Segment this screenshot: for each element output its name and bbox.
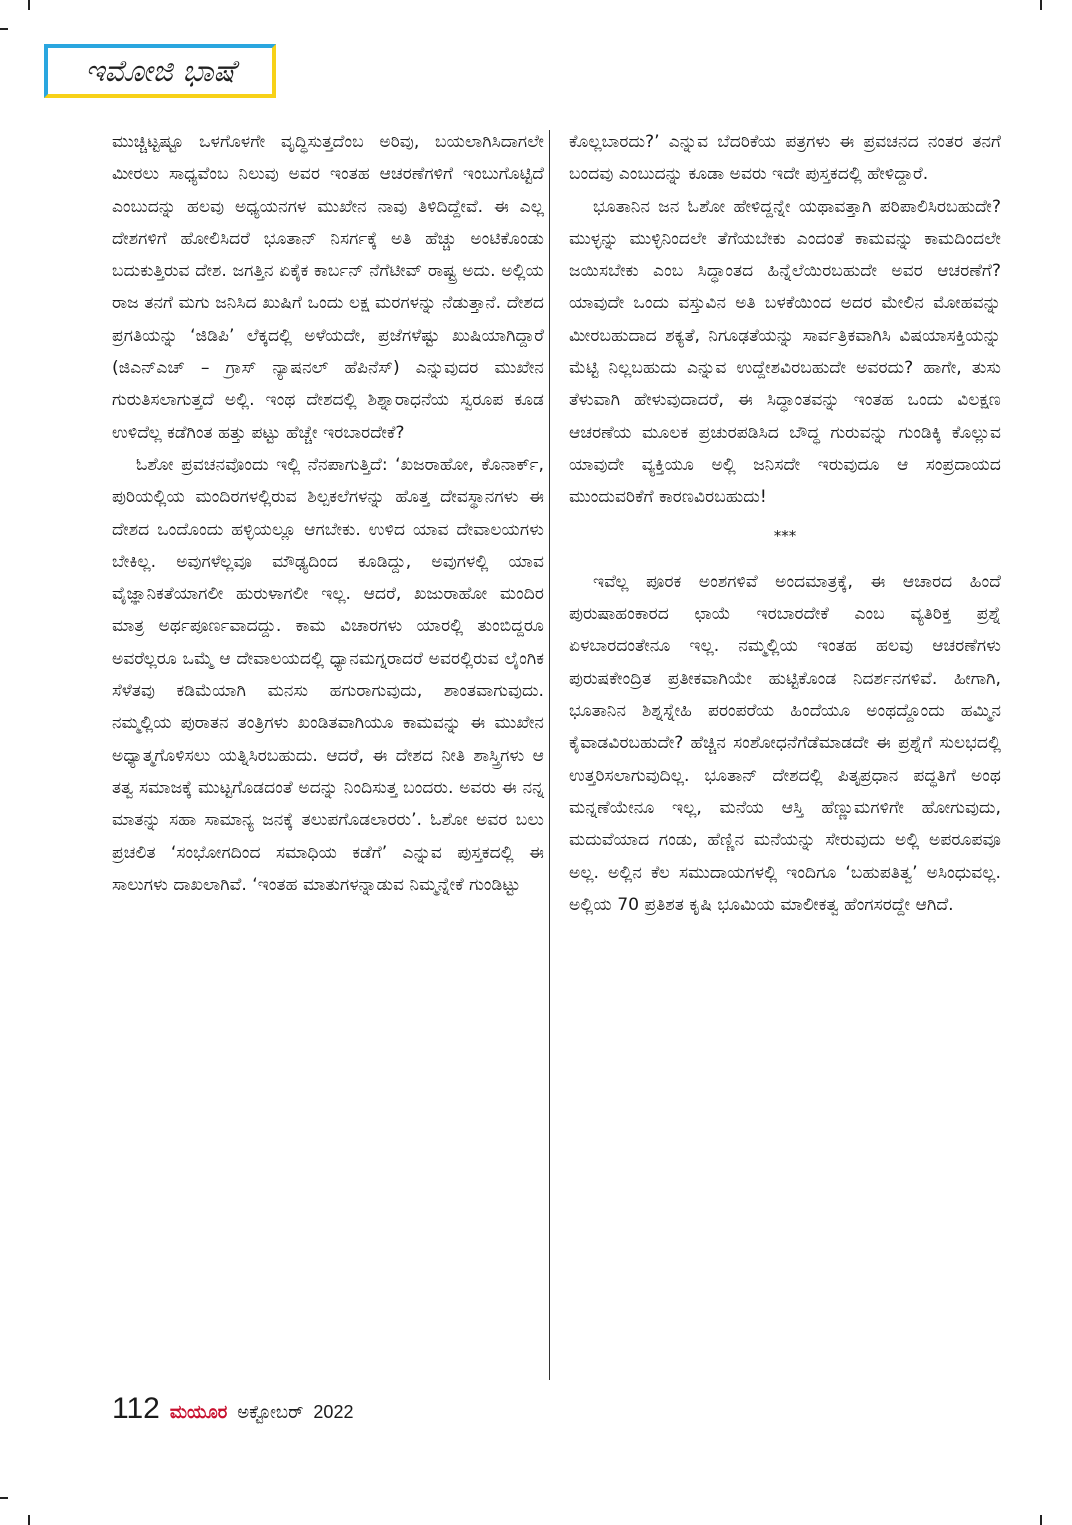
crop-mark [1040, 0, 1042, 10]
issue-month: ಅಕ್ಟೋಬರ್ [237, 1402, 304, 1423]
section-title: ಇಮೋಜಿ ಭಾಷೆ [84, 53, 236, 89]
page-number: 112 [112, 1392, 160, 1425]
paragraph: ಭೂತಾನಿನ ಜನ ಓಶೋ ಹೇಳಿದ್ದನ್ನೇ ಯಥಾವತ್ತಾಗಿ ಪರಿಪಾಲಿಸಿರಬಹುದೇ? ಮುಳ್ಳನ್ನು ಮುಳ್ಳಿನಿಂದಲೇ ತೆಗೆಯಬೇಕು ಎಂದಂತೆ ಕಾಮವನ್ನು ಕಾಮದಿಂದಲೇ ಜಯಿಸಬೇಕು ಎಂಬ ಸಿದ್ಧಾಂತದ ಹಿನ್ನೆಲೆಯಿರಬಹುದೇ ಅವರ ಆಚರಣೆಗೆ? ಯಾವುದೇ ಒಂದು ವಸ್ತುವಿನ ಅತಿ ಬಳಕೆಯಿಂದ ಅದರ ಮೇಲಿನ ಮೋಹವನ್ನು ಮೀರಬಹುದಾದ ಶಕ್ಯತೆ, ನಿಗೂಢತೆಯನ್ನು ಸಾರ್ವತ್ರಿಕವಾಗಿಸಿ ವಿಷಯಾಸಕ್ತಿಯನ್ನು ಮೆಟ್ಟಿ ನಿಲ್ಲಬಹುದು ಎನ್ನುವ ಉದ್ದೇಶವಿರಬಹುದೇ ಅವರದು? ಹಾಗೇ, ತುಸು ತೆಳುವಾಗಿ ಹೇಳುವುದಾದರೆ, ಈ ಸಿದ್ಧಾಂತವನ್ನು ಇಂತಹ ಒಂದು ವಿಲಕ್ಷಣ ಆಚರಣೆಯ ಮೂಲಕ ಪ್ರಚುರಪಡಿಸಿದ ಬೌದ್ಧ ಗುರುವನ್ನು ಗುಂಡಿಕ್ಕಿ ಕೊಲ್ಲುವ ಯಾವುದೇ ವ್ಯಕ್ತಿಯೂ ಅಲ್ಲಿ ಜನಿಸದೇ ಇರುವುದೂ ಆ ಸಂಪ್ರದಾಯದ ಮುಂದುವರಿಕೆಗೆ ಕಾರಣವಿರಬಹುದು! [569, 196, 1001, 508]
crop-mark [28, 0, 30, 10]
paragraph: ಕೊಲ್ಲಬಾರದು?’ ಎನ್ನುವ ಬೆದರಿಕೆಯ ಪತ್ರಗಳು ಈ ಪ್ರವಚನದ ನಂತರ ತನಗೆ ಬಂದವು ಎಂಬುದನ್ನು ಕೂಡಾ ಅವರು ಇದೇ ಪುಸ್ತಕದಲ್ಲಿ ಹೇಳಿದ್ದಾರೆ. [569, 132, 1001, 185]
paragraph: ಮುಚ್ಚಿಟ್ಟಷ್ಟೂ ಒಳಗೊಳಗೇ ವೃದ್ಧಿಸುತ್ತದೆಂಬ ಅರಿವು, ಬಯಲಾಗಿಸಿದಾಗಲೇ ಮೀರಲು ಸಾಧ್ಯವೆಂಬ ನಿಲುವು ಅವರ ಇಂತಹ ಆಚರಣೆಗಳಿಗೆ ಇಂಬುಗೊಟ್ಟಿದೆ ಎಂಬುದನ್ನು ಹಲವು ಅಧ್ಯಯನಗಳ ಮುಖೇನ ನಾವು ತಿಳಿದಿದ್ದೇವೆ. ಈ ಎಲ್ಲ ದೇಶಗಳಿಗೆ ಹೋಲಿಸಿದರೆ ಭೂತಾನ್ ನಿಸರ್ಗಕ್ಕೆ ಅತಿ ಹೆಚ್ಚು ಅಂಟಿಕೊಂಡು ಬದುಕುತ್ತಿರುವ ದೇಶ. ಜಗತ್ತಿನ ಏಕೈಕ ಕಾರ್ಬನ್ ನೆಗೆಟೀವ್ ರಾಷ್ಟ್ರ ಅದು. ಅಲ್ಲಿಯ ರಾಜ ತನಗೆ ಮಗು ಜನಿಸಿದ ಖುಷಿಗೆ ಒಂದು ಲಕ್ಷ ಮರಗಳನ್ನು ನೆಡುತ್ತಾನೆ. ದೇಶದ ಪ್ರಗತಿಯನ್ನು ‘ಜಿಡಿಪಿ’ ಲೆಕ್ಕದಲ್ಲಿ ಅಳೆಯದೇ, ಪ್ರಜೆಗಳೆಷ್ಟು ಖುಷಿಯಾಗಿದ್ದಾರೆ (ಜಿಎನ್‌ಎಚ್ – ಗ್ರಾಸ್ ನ್ಯಾಷನಲ್ ಹೆಪಿನೆಸ್) ಎನ್ನುವುದರ ಮುಖೇನ ಗುರುತಿಸಲಾಗುತ್ತದೆ ಅಲ್ಲಿ. ಇಂಥ ದೇಶದಲ್ಲಿ ಶಿಶ್ನಾರಾಧನೆಯ ಸ್ವರೂಪ ಕೂಡ ಉಳಿದೆಲ್ಲ ಕಡೆಗಿಂತ ಹತ್ತು ಪಟ್ಟು ಹೆಚ್ಚೇ ಇರಬಾರದೇಕೆ? [112, 132, 544, 443]
right-column [569, 126, 1001, 921]
crop-mark [1040, 1515, 1042, 1525]
paragraph: ಓಶೋ ಪ್ರವಚನವೊಂದು ಇಲ್ಲಿ ನೆನಪಾಗುತ್ತಿದೆ: ‘ಖಜರಾಹೋ, ಕೊನಾರ್ಕ್, ಪುರಿಯಲ್ಲಿಯ ಮಂದಿರಗಳಲ್ಲಿರುವ ಶಿಲ್ಪಕಲೆಗಳನ್ನು ಹೊತ್ತ ದೇವಸ್ಥಾನಗಳು ಈ ದೇಶದ ಒಂದೊಂದು ಹಳ್ಳಿಯಲ್ಲೂ ಆಗಬೇಕು. ಉಳಿದ ಯಾವ ದೇವಾಲಯಗಳು ಬೇಕಿಲ್ಲ. ಅವುಗಳೆಲ್ಲವೂ ಮೌಢ್ಯದಿಂದ ಕೂಡಿದ್ದು, ಅವುಗಳಲ್ಲಿ ಯಾವ ವೈಜ್ಞಾನಿಕತೆಯಾಗಲೀ ಹುರುಳಾಗಲೀ ಇಲ್ಲ. ಆದರೆ, ಖಜುರಾಹೋ ಮಂದಿರ ಮಾತ್ರ ಅರ್ಥಪೂರ್ಣವಾದದ್ದು. ಕಾಮ ವಿಚಾರಗಳು ಯಾರಲ್ಲಿ ತುಂಬಿದ್ದರೂ ಅವರೆಲ್ಲರೂ ಒಮ್ಮೆ ಆ ದೇವಾಲಯದಲ್ಲಿ ಧ್ಯಾನಮಗ್ನರಾದರೆ ಅವರಲ್ಲಿರುವ ಲೈಂಗಿಕ ಸೆಳೆತವು ಕಡಿಮೆಯಾಗಿ ಮನಸು ಹಗುರಾಗುವುದು, ಶಾಂತವಾಗುವುದು. ನಮ್ಮಲ್ಲಿಯ ಪುರಾತನ ತಂತ್ರಿಗಳು ಖಂಡಿತವಾಗಿಯೂ ಕಾಮವನ್ನು ಈ ಮುಖೇನ ಅಧ್ಯಾತ್ಮಗೊಳಿಸಲು ಯತ್ನಿಸಿರಬಹುದು. ಆದರೆ, ಈ ದೇಶದ ನೀತಿ ಶಾಸ್ತ್ರಿಗಳು ಆ ತತ್ವ ಸಮಾಜಕ್ಕೆ ಮುಟ್ಟಗೊಡದಂತೆ ಅದನ್ನು ನಿಂದಿಸುತ್ತ ಬಂದರು. ಅವರು ಈ ನನ್ನ ಮಾತನ್ನು ಸಹಾ ಸಾಮಾನ್ಯ ಜನಕ್ಕೆ ತಲುಪಗೊಡಲಾರರು’. ಓಶೋ ಅವರ ಬಲು ಪ್ರಚಲಿತ ‘ಸಂಭೋಗದಿಂದ ಸಮಾಧಿಯ ಕಡೆಗೆ’ ಎನ್ನುವ ಪುಸ್ತಕದಲ್ಲಿ ಈ ಸಾಲುಗಳು ದಾಖಲಾಗಿವೆ. ‘ಇಂತಹ ಮಾತುಗಳನ್ನಾಡುವ ನಿಮ್ಮನ್ನೇಕೆ ಗುಂಡಿಟ್ಟು [112, 454, 544, 895]
paragraph: ಇವೆಲ್ಲ ಪೂರಕ ಅಂಶಗಳಿವೆ ಅಂದಮಾತ್ರಕ್ಕೆ, ಈ ಆಚಾರದ ಹಿಂದೆ ಪುರುಷಾಹಂಕಾರದ ಛಾಯೆ ಇರಬಾರದೇಕೆ ಎಂಬ ವ್ಯತಿರಿಕ್ತ ಪ್ರಶ್ನೆ ಏಳಬಾರದಂತೇನೂ ಇಲ್ಲ. ನಮ್ಮಲ್ಲಿಯ ಇಂತಹ ಹಲವು ಆಚರಣೆಗಳು ಪುರುಷಕೇಂದ್ರಿತ ಪ್ರತೀಕವಾಗಿಯೇ ಹುಟ್ಟಿಕೊಂಡ ನಿದರ್ಶನಗಳಿವೆ. ಹೀಗಾಗಿ, ಭೂತಾನಿನ ಶಿಶ್ನಸ್ನೇಹಿ ಪರಂಪರೆಯ ಹಿಂದೆಯೂ ಅಂಥದ್ದೊಂದು ಹಮ್ಮಿನ ಕೈವಾಡವಿರಬಹುದೇ? ಹೆಚ್ಚಿನ ಸಂಶೋಧನೆಗೆಡೆಮಾಡದೇ ಈ ಪ್ರಶ್ನೆಗೆ ಸುಲಭದಲ್ಲಿ ಉತ್ತರಿಸಲಾಗುವುದಿಲ್ಲ. ಭೂತಾನ್ ದೇಶದಲ್ಲಿ ಪಿತೃಪ್ರಧಾನ ಪದ್ಧತಿಗೆ ಅಂಥ ಮನ್ನಣೆಯೇನೂ ಇಲ್ಲ, ಮನೆಯ ಆಸ್ತಿ ಹೆಣ್ಣುಮಗಳಿಗೇ ಹೋಗುವುದು, ಮದುವೆಯಾದ ಗಂಡು, ಹೆಣ್ಣಿನ ಮನೆಯನ್ನು ಸೇರುವುದು ಅಲ್ಲಿ ಅಪರೂಪವೂ ಅಲ್ಲ. ಅಲ್ಲಿನ ಕೆಲ ಸಮುದಾಯಗಳಲ್ಲಿ ಇಂದಿಗೂ ‘ಬಹುಪತಿತ್ವ’ ಅಸಿಂಧುವಲ್ಲ. ಅಲ್ಲಿಯ 70 ಪ್ರತಿಶತ ಕೃಷಿ ಭೂಮಿಯ ಮಾಲೀಕತ್ವ ಹೆಂಗಸರದ್ದೇ ಆಗಿದೆ. [569, 571, 1001, 915]
column-divider [549, 130, 550, 1380]
magazine-name: ಮಯೂರ [169, 1402, 228, 1423]
crop-mark [28, 1515, 30, 1525]
crop-mark [0, 28, 8, 30]
section-separator: *** [773, 526, 797, 545]
issue-year: 2022 [313, 1402, 354, 1422]
left-column [112, 126, 544, 901]
crop-mark [0, 1497, 8, 1499]
page-footer [112, 1392, 353, 1426]
section-title-box [44, 44, 276, 98]
